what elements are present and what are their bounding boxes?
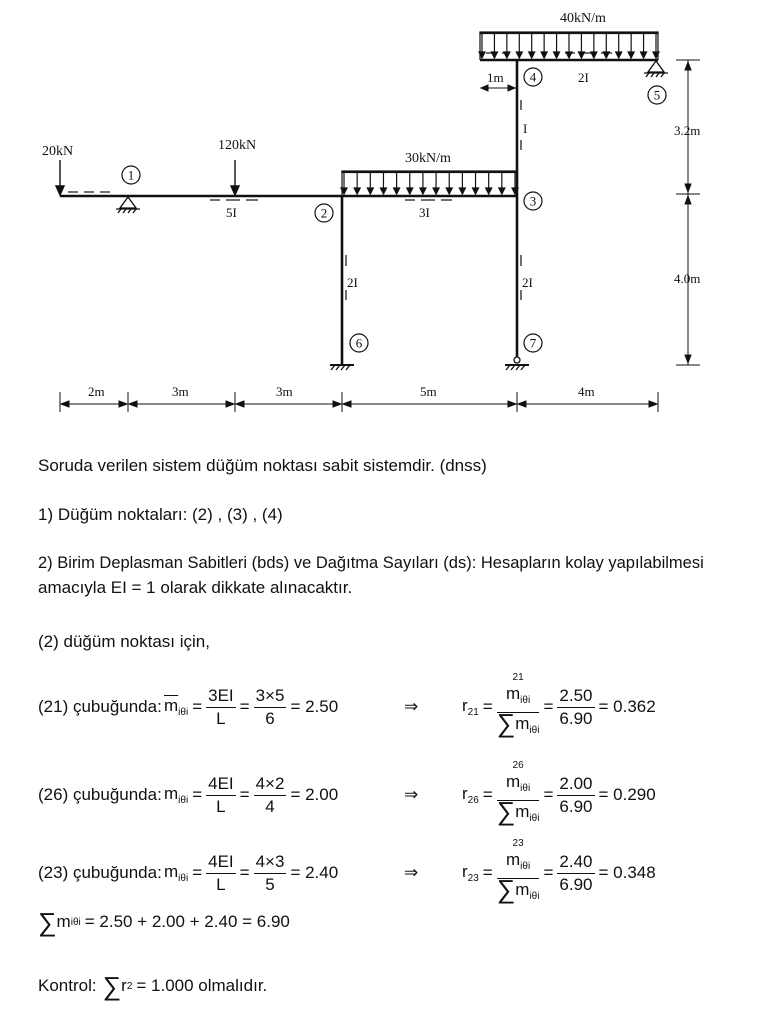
load-arrow-40 [591, 33, 597, 58]
member-label: (23) çubuğunda: [38, 863, 162, 882]
r-symbol: r [121, 976, 127, 995]
load-arrow-30 [446, 172, 452, 194]
implies-arrow: ⇒ [404, 863, 419, 882]
load-arrow-30 [354, 172, 360, 194]
sum-expression: = 2.50 + 2.00 + 2.40 = 6.90 [84, 912, 290, 931]
implies-arrow: ⇒ [404, 785, 419, 804]
result: = 0.362 [598, 697, 656, 716]
dim-arrow [518, 401, 526, 407]
load-arrow-40 [578, 33, 584, 58]
frac-num: 4EI [206, 851, 236, 874]
dim-label-3m-b: 3m [276, 384, 293, 399]
intro-text: Soruda verilen sistem düğüm noktası sabit sistemdir. (dnss) [38, 456, 487, 475]
distributed-load-40 [479, 32, 659, 60]
sum-equation: ∑ m iθi = 2.50 + 2.00 + 2.40 = 6.90 [38, 907, 290, 937]
r-subscript: 26 [467, 795, 479, 806]
equation-row-21: (21) çubuğunda: $\overline{m}_{i\theta i}$ = $\frac{3EI}{L}$ = $\frac{3\times 5}{6}$ = 2.50 ⇒ $r_{21}$ = 21 $m_{i\theta i}$ $\sum m_{i\theta i}$ = $\frac{2.50}{6.90}$ = 0.362 [38, 671, 656, 738]
item-1-text: 1) Düğüm noktaları: (2) , (3) , (4) [38, 505, 283, 524]
m-superscript: 21 [512, 671, 524, 683]
load-arrow-40 [603, 33, 609, 58]
m-symbol: m [515, 879, 530, 899]
frac-den: 6 [265, 708, 275, 728]
dimension-right [676, 60, 700, 365]
load-arrow-30 [380, 172, 386, 194]
frac-num: 4EI [206, 773, 236, 796]
load-arrow-30 [420, 172, 426, 194]
node-1 [122, 166, 140, 184]
m-symbol: $\overline{m}$ [164, 696, 179, 715]
dim-label-3.2m: 3.2m [674, 123, 701, 138]
svg-text:5: 5 [653, 87, 661, 103]
pin-support-1 [116, 197, 140, 213]
distributed-load-30 [341, 171, 518, 196]
svg-text:3: 3 [529, 193, 537, 209]
r-symbol: r [462, 696, 468, 715]
node-2 [315, 204, 333, 222]
m-subscript: iθi [178, 873, 189, 884]
node-4 [524, 68, 542, 86]
member-label-23: 3I [419, 205, 430, 220]
svg-text:1: 1 [127, 167, 135, 183]
member-label-26: 2I [347, 275, 358, 290]
load-label-30kN-m: 30kN/m [405, 151, 451, 166]
load-label-20kN: 20kN [42, 144, 74, 159]
frac-den: 5 [265, 874, 275, 894]
load-arrow-40 [628, 33, 634, 58]
m-subscript: iθi [529, 890, 540, 902]
svg-text:7: 7 [529, 335, 537, 351]
load-arrow-40 [516, 33, 522, 58]
svg-text:2: 2 [320, 205, 328, 221]
frac-den: 6.90 [559, 874, 593, 894]
m-subscript: iθi [520, 694, 531, 706]
implies-arrow: ⇒ [404, 697, 419, 716]
m-symbol: m [506, 771, 521, 791]
m-symbol: m [515, 713, 530, 733]
dim-label-1m: 1m [487, 70, 504, 85]
load-arrow-30 [473, 172, 479, 194]
dim-arrow [236, 401, 244, 407]
frac-num: 2.00 [557, 773, 594, 796]
dim-label-4.0m: 4.0m [674, 271, 701, 286]
dimension-1m [481, 85, 515, 91]
equation-row-26: (26) çubuğunda: $m_{i\theta i}$ = $\frac{4EI}{L}$ = $\frac{4\times 2}{4}$ = 2.00 ⇒ $r_{26}$ = 26 $m_{i\theta i}$ $\sum m_{i\theta i}$ = $\frac{2.00}{6.90}$ = 0.290 [38, 759, 656, 826]
frac-num: 4×2 [254, 773, 287, 796]
frac-den: 6.90 [559, 796, 593, 816]
dim-label-3m-a: 3m [172, 384, 189, 399]
frac-den: 4 [265, 796, 275, 816]
frac-num: 3EI [206, 685, 236, 708]
result: = 0.348 [598, 863, 656, 882]
frac-num: 2.50 [557, 685, 594, 708]
m-subscript: iθi [70, 916, 81, 928]
frac-den: 6.90 [559, 708, 593, 728]
point-load-120kN [231, 160, 239, 195]
load-label-120kN: 120kN [218, 138, 257, 153]
member-label-45: 2I [578, 70, 589, 85]
m-subscript: iθi [529, 812, 540, 824]
m-superscript: 23 [512, 837, 524, 849]
member-label: (26) çubuğunda: [38, 785, 162, 804]
m-symbol: m [164, 862, 179, 881]
load-label-40kN-m: 40kN/m [560, 11, 606, 26]
r-subscript: 23 [467, 873, 479, 884]
m-subscript: iθi [178, 707, 189, 718]
load-arrow-40 [554, 33, 560, 58]
m-symbol: m [506, 683, 521, 703]
node-6 [350, 334, 368, 352]
load-arrow-30 [433, 172, 439, 194]
load-arrow-30 [499, 172, 505, 194]
node-3 [524, 192, 542, 210]
frac-den: L [216, 708, 226, 728]
dimension-bottom [60, 392, 658, 412]
dim-label-4m: 4m [578, 384, 595, 399]
dim-arrow [61, 401, 69, 407]
load-arrow-40 [566, 33, 572, 58]
dim-arrow [119, 401, 127, 407]
m-symbol: m [164, 784, 179, 803]
svg-text:4: 4 [529, 69, 537, 85]
load-arrow-40 [541, 33, 547, 58]
r-symbol: r [462, 784, 468, 803]
svg-text:6: 6 [355, 335, 363, 351]
r-subscript: 2 [126, 980, 133, 992]
load-arrow-30 [486, 172, 492, 194]
dim-arrow [226, 401, 234, 407]
m-subscript: iθi [520, 782, 531, 794]
load-arrow-40 [641, 33, 647, 58]
m-subscript: iθi [178, 795, 189, 806]
pin-support-5 [644, 61, 668, 77]
m-symbol: m [56, 912, 71, 931]
member-label: (21) çubuğunda: [38, 697, 162, 716]
member-label-34: I [523, 121, 528, 136]
equation-row-23: (23) çubuğunda: $m_{i\theta i}$ = $\frac{4EI}{L}$ = $\frac{4\times 3}{5}$ = 2.40 ⇒ $r_{23}$ = 23 $m_{i\theta i}$ $\sum m_{i\theta i}$ = $\frac{2.40}{6.90}$ = 0.348 [38, 837, 656, 904]
dim-label-2m: 2m [88, 384, 105, 399]
result: = 2.00 [290, 785, 339, 804]
point-load-20kN [56, 160, 64, 195]
fixed-support-6 [330, 365, 354, 370]
node-5 [648, 86, 666, 104]
control-line: Kontrol: ∑ r 2 = 1.000 olmalıdır. [38, 971, 268, 1001]
result: = 2.50 [290, 697, 339, 716]
load-arrow-30 [394, 172, 400, 194]
load-arrow-40 [504, 33, 510, 58]
load-arrow-40 [491, 33, 497, 58]
r-symbol: r [462, 862, 468, 881]
load-arrow-40 [529, 33, 535, 58]
frac-num: 2.40 [557, 851, 594, 874]
result: = 2.40 [290, 863, 339, 882]
m-subscript: iθi [529, 724, 540, 736]
control-rest: = 1.000 olmalıdır. [136, 976, 268, 995]
result: = 0.290 [598, 785, 656, 804]
node-7 [524, 334, 542, 352]
frac-den: L [216, 874, 226, 894]
m-symbol: m [506, 849, 521, 869]
load-arrow-40 [616, 33, 622, 58]
frame-diagram [0, 0, 768, 430]
dim-arrow [343, 401, 351, 407]
load-arrow-30 [459, 172, 465, 194]
frac-num: 3×5 [254, 685, 287, 708]
load-arrow-30 [407, 172, 413, 194]
pin-support-7 [505, 357, 529, 370]
dim-label-5m: 5m [420, 384, 437, 399]
frac-den: L [216, 796, 226, 816]
dim-arrow [333, 401, 341, 407]
member-label-12: 5I [226, 205, 237, 220]
m-superscript: 26 [512, 759, 524, 771]
load-arrow-30 [367, 172, 373, 194]
m-subscript: iθi [520, 860, 531, 872]
m-symbol: m [515, 801, 530, 821]
control-label: Kontrol: [38, 976, 97, 995]
item-2-line-1: 2) Birim Deplasman Sabitleri (bds) ve Dağıtma Sayıları (ds): Hesapların kolay yapılabilmesi [38, 554, 704, 572]
item-2-line-2: amacıyla EI = 1 olarak dikkate alınacaktır. [38, 578, 353, 597]
node-2-heading: (2) düğüm noktası için, [38, 632, 210, 651]
frac-num: 4×3 [254, 851, 287, 874]
dim-arrow [508, 401, 516, 407]
member-label-37: 2I [522, 275, 533, 290]
dim-arrow [129, 401, 137, 407]
r-subscript: 21 [467, 707, 479, 718]
dim-arrow [649, 401, 657, 407]
